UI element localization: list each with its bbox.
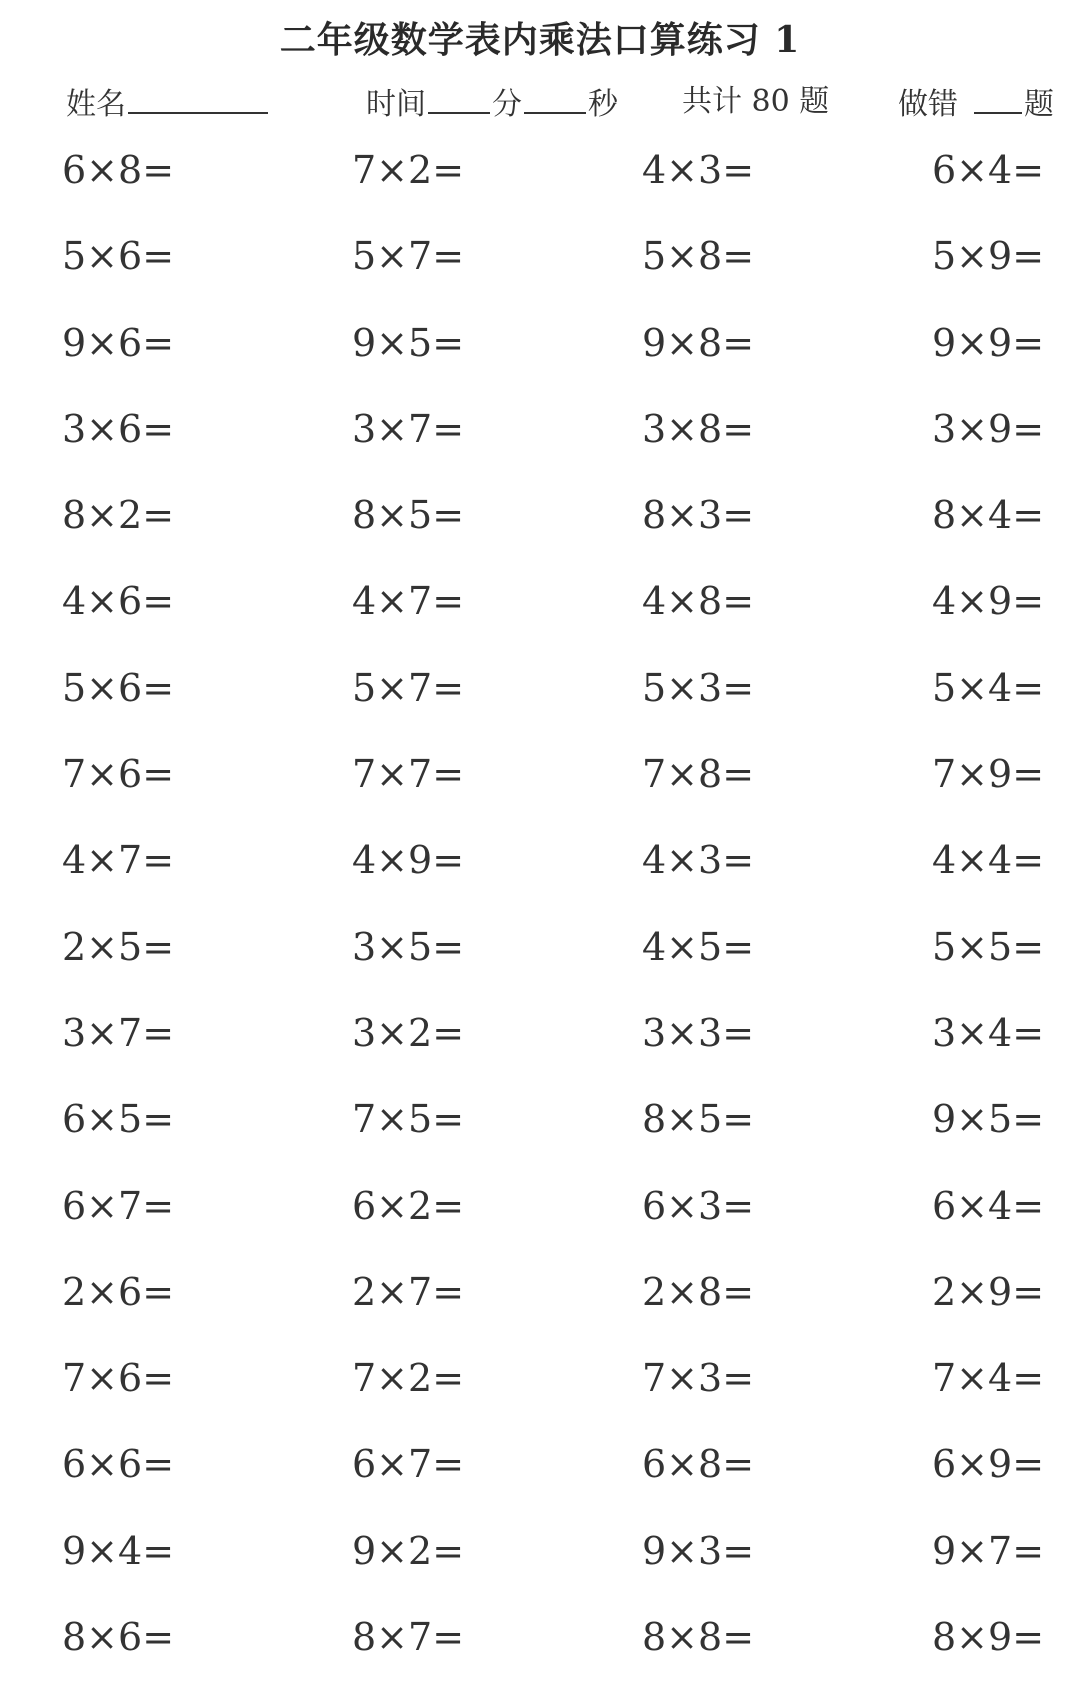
page-title: 二年级数学表内乘法口算练习 1	[279, 19, 801, 61]
problem-item: 6×8=	[62, 148, 175, 192]
problem-item: 7×7=	[352, 752, 465, 797]
student-info-header	[0, 82, 1080, 126]
seconds-blank[interactable]	[524, 82, 586, 114]
problem-item: 3×8=	[642, 406, 755, 451]
problem-item: 9×7=	[932, 1528, 1045, 1573]
problem-row	[0, 480, 1080, 566]
wrong-unit-label: 题	[1024, 87, 1054, 122]
problem-item: 3×5=	[352, 924, 465, 969]
problem-item: 6×9=	[932, 1442, 1045, 1487]
problem-item: 9×4=	[62, 1528, 175, 1573]
problem-row	[0, 1429, 1080, 1515]
problem-row	[0, 1343, 1080, 1429]
name-blank[interactable]	[128, 82, 268, 114]
minutes-label: 分	[492, 87, 522, 122]
wrong-count-blank[interactable]	[974, 82, 1022, 114]
problem-item: 7×6=	[62, 752, 175, 797]
problem-item: 5×7=	[352, 234, 465, 279]
problem-item: 6×3=	[642, 1183, 755, 1228]
problem-row	[0, 739, 1080, 825]
problem-item: 5×7=	[352, 665, 465, 710]
problem-item: 8×3=	[642, 493, 755, 538]
problem-item: 6×4=	[932, 1183, 1045, 1228]
problem-row	[0, 394, 1080, 480]
problem-item: 4×7=	[62, 838, 175, 883]
problem-row	[0, 1602, 1080, 1688]
problem-item: 2×9=	[932, 1269, 1045, 1314]
problem-row	[0, 825, 1080, 911]
problem-item: 5×8=	[642, 234, 755, 279]
problem-item: 4×3=	[642, 838, 755, 883]
problem-item: 4×8=	[642, 579, 755, 624]
problem-item: 9×5=	[352, 320, 465, 365]
problem-item: 4×6=	[62, 579, 175, 624]
seconds-label: 秒	[588, 87, 618, 122]
problem-item: 8×8=	[642, 1615, 755, 1660]
problem-item: 3×3=	[642, 1010, 755, 1055]
wrong-label: 做错	[898, 87, 958, 122]
problem-item: 2×6=	[62, 1269, 175, 1314]
time-group	[366, 82, 618, 125]
minutes-blank[interactable]	[428, 82, 490, 114]
problem-row	[0, 566, 1080, 652]
problem-item: 7×2=	[352, 1356, 465, 1401]
problem-item: 2×8=	[642, 1269, 755, 1314]
problem-item: 3×6=	[62, 406, 175, 451]
problem-item: 8×4=	[932, 493, 1045, 538]
problem-item: 7×9=	[932, 752, 1045, 797]
problem-row	[0, 1084, 1080, 1170]
problem-item: 7×8=	[642, 752, 755, 797]
problem-item: 7×6=	[62, 1356, 175, 1401]
problem-item: 3×4=	[932, 1010, 1045, 1055]
problem-item: 8×2=	[62, 493, 175, 538]
problem-item: 5×3=	[642, 665, 755, 710]
problem-item: 8×9=	[932, 1615, 1045, 1660]
problem-item: 5×5=	[932, 924, 1045, 969]
problem-item: 8×6=	[62, 1615, 175, 1660]
problem-item: 9×3=	[642, 1528, 755, 1573]
problem-item: 8×7=	[352, 1615, 465, 1660]
problem-row	[0, 221, 1080, 307]
problem-row	[0, 135, 1080, 221]
problem-item: 5×9=	[932, 234, 1045, 279]
problem-row	[0, 308, 1080, 394]
problem-row	[0, 653, 1080, 739]
problem-item: 2×7=	[352, 1269, 465, 1314]
problem-item: 4×9=	[932, 579, 1045, 624]
problem-item: 5×4=	[932, 665, 1045, 710]
problem-item: 5×6=	[62, 234, 175, 279]
problem-item: 7×2=	[352, 148, 465, 192]
problem-item: 6×2=	[352, 1183, 465, 1228]
problem-item: 4×9=	[352, 838, 465, 883]
problem-item: 3×7=	[62, 1010, 175, 1055]
problem-row	[0, 1516, 1080, 1602]
total-count: 共计 80 题	[682, 84, 830, 119]
problem-row	[0, 1257, 1080, 1343]
problem-item: 2×5=	[62, 924, 175, 969]
problem-item: 4×4=	[932, 838, 1045, 883]
problem-item: 6×8=	[642, 1442, 755, 1487]
time-label: 时间	[366, 87, 426, 122]
problem-item: 6×5=	[62, 1097, 175, 1142]
problem-item: 6×7=	[352, 1442, 465, 1487]
problem-item: 3×2=	[352, 1010, 465, 1055]
problem-item: 6×7=	[62, 1183, 175, 1228]
problem-row	[0, 998, 1080, 1084]
problem-item: 6×4=	[932, 148, 1045, 192]
wrong-group	[898, 82, 1054, 125]
problem-item: 9×8=	[642, 320, 755, 365]
problem-grid	[0, 135, 1080, 1688]
problem-item: 4×3=	[642, 148, 755, 192]
problem-item: 7×4=	[932, 1356, 1045, 1401]
problem-item: 6×6=	[62, 1442, 175, 1487]
problem-item: 8×5=	[352, 493, 465, 538]
problem-item: 3×7=	[352, 406, 465, 451]
problem-item: 7×3=	[642, 1356, 755, 1401]
problem-item: 4×7=	[352, 579, 465, 624]
problem-item: 3×9=	[932, 406, 1045, 451]
problem-row	[0, 912, 1080, 998]
problem-item: 9×5=	[932, 1097, 1045, 1142]
problem-item: 7×5=	[352, 1097, 465, 1142]
problem-row	[0, 1171, 1080, 1257]
problem-item: 9×2=	[352, 1528, 465, 1573]
problem-item: 4×5=	[642, 924, 755, 969]
name-label: 姓名	[66, 87, 126, 122]
problem-item: 9×6=	[62, 320, 175, 365]
problem-item: 8×5=	[642, 1097, 755, 1142]
problem-item: 5×6=	[62, 665, 175, 710]
name-group	[66, 82, 270, 125]
problem-item: 9×9=	[932, 320, 1045, 365]
